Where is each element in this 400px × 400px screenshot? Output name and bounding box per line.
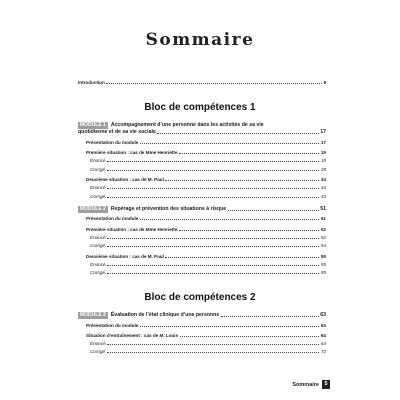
bloc-1-heading: Bloc de compétences 1: [144, 102, 256, 113]
module-1-badge: MODULE 1: [80, 122, 106, 128]
toc-entry-m2-situation-1[interactable]: Première situation : cas de Mme Henriette 52: [86, 227, 326, 232]
toc-entry-m1-presentation[interactable]: Présentation du module 17: [86, 140, 326, 145]
toc-entry-module-3[interactable]: MODULE 3 Évaluation de l’état clinique d’une personne 63: [80, 312, 326, 318]
toc-entry-module-1[interactable]: MODULE 1 Accompagnement d’une personne dans les activités de sa vie quotidienne et de sa vie sociale 17: [78, 122, 326, 135]
toc-entry-m1-situation-2[interactable]: Deuxième situation : cas de M. Paul 34: [86, 177, 326, 182]
toc-entry-m1-s2-corrige[interactable]: Corrigé 43: [90, 194, 326, 199]
toc-entry-m3-s1-enonce[interactable]: Énoncé 64: [90, 341, 326, 346]
toc-entry-introduction[interactable]: Introduction 9: [78, 80, 326, 85]
toc-entry-m2-presentation[interactable]: Présentation du module 51: [86, 216, 326, 221]
toc-entry-m1-s2-enonce[interactable]: Énoncé 34: [90, 185, 326, 190]
module-2-badge: MODULE 2: [80, 206, 106, 212]
toc-entry-m2-s1-corrige[interactable]: Corrigé 54: [90, 243, 326, 248]
module-3-badge: MODULE 3: [80, 312, 106, 318]
toc-entry-m2-situation-2[interactable]: Deuxième situation : cas de M. Paul 55: [86, 254, 326, 259]
toc-entry-m3-s1-corrige[interactable]: Corrigé 72: [90, 349, 326, 354]
page-title: Sommaire: [145, 30, 255, 50]
toc-entry-m2-s2-corrige[interactable]: Corrigé 59: [90, 270, 326, 275]
page-footer: [292, 380, 330, 389]
toc-entry-m1-situation-1[interactable]: Première situation : cas de Mme Henriette 19: [86, 150, 326, 155]
toc-entry-m1-s1-corrige[interactable]: Corrigé 28: [90, 167, 326, 172]
toc-entry-module-2[interactable]: MODULE 2 Repérage et prévention des situations à risque 51: [80, 206, 326, 212]
toc-entry-m2-s2-enonce[interactable]: Énoncé 55: [90, 262, 326, 267]
toc-entry-m3-presentation[interactable]: Présentation du module 63: [86, 323, 326, 328]
page-number-box: 5: [322, 380, 330, 389]
footer-label: Sommaire: [292, 381, 319, 388]
toc-entry-m2-s1-enonce[interactable]: Énoncé 52: [90, 235, 326, 240]
toc-entry-m1-s1-enonce[interactable]: Énoncé 19: [90, 158, 326, 163]
toc-entry-m3-situation-1[interactable]: Situation d’entraînement : cas de M. Louis 64: [86, 333, 326, 338]
bloc-2-heading: Bloc de compétences 2: [144, 292, 256, 303]
